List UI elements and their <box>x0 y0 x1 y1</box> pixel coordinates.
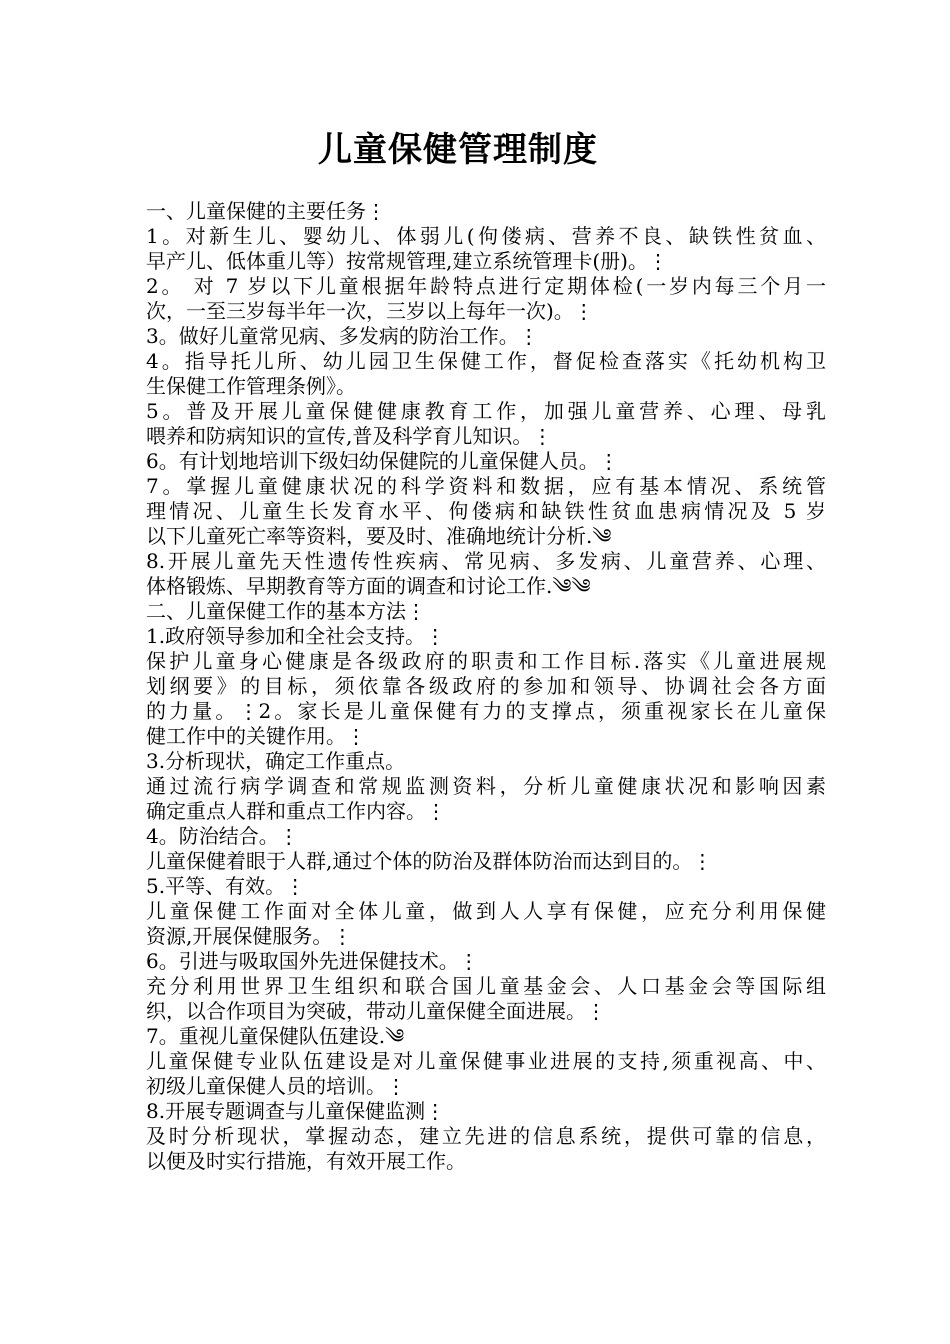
body-line: 儿童保健专业队伍建设是对儿童保健事业进展的支持,须重视高、中、 <box>146 1049 826 1073</box>
body-line: 1。对新生儿、婴幼儿、体弱儿(佝偻病、营养不良、缺铁性贫血、 <box>146 224 826 248</box>
body-line: 儿童保健工作面对全体儿童，做到人人享有保健，应充分利用保健 <box>146 899 826 923</box>
body-line: 7。重视儿童保健队伍建设.༄ <box>146 1024 405 1048</box>
body-line: 以下儿童死亡率等资料，要及时、准确地统计分析.༄ <box>146 524 612 548</box>
document-title: 儿童保健管理制度 <box>318 130 598 170</box>
body-line: 2。 对 7 岁以下儿童根据年龄特点进行定期体检(一岁内每三个月一 <box>146 274 826 298</box>
section-heading: 一、儿童保健的主要任务⋮ <box>146 199 386 223</box>
body-line: 织，以合作项目为突破，带动儿童保健全面进展。⋮ <box>146 999 606 1023</box>
body-line: 以便及时实行措施，有效开展工作。 <box>146 1149 466 1173</box>
body-line: 充分利用世界卫生组织和联合国儿童基金会、人口基金会等国际组 <box>146 974 826 998</box>
body-line: 喂养和防病知识的宣传,普及科学育儿知识。⋮ <box>146 424 553 448</box>
body-line: 资源,开展保健服务。⋮ <box>146 924 353 948</box>
body-line: 5.平等、有效。⋮ <box>146 874 306 898</box>
body-line: 保护儿童身心健康是各级政府的职责和工作目标.落实《儿童进展规 <box>146 649 826 673</box>
body-line: 确定重点人群和重点工作内容。⋮ <box>146 799 446 823</box>
body-line: 4。指导托儿所、幼儿园卫生保健工作，督促检查落实《托幼机构卫 <box>146 349 826 373</box>
document-body <box>146 199 826 1174</box>
body-line: 3.分析现状，确定工作重点。 <box>146 749 406 773</box>
body-line: 4。防治结合。⋮ <box>146 824 299 848</box>
body-line: 的力量。⋮2。家长是儿童保健有力的支撑点，须重视家长在儿童保 <box>146 699 826 723</box>
body-line: 及时分析现状，掌握动态，建立先进的信息系统，提供可靠的信息， <box>146 1124 826 1148</box>
body-line: 次，一至三岁每半年一次，三岁以上每年一次)。⋮ <box>146 299 594 323</box>
body-line: 6。有计划地培训下级妇幼保健院的儿童保健人员。⋮ <box>146 449 619 473</box>
body-line: 8.开展专题调查与儿童保健监测⋮ <box>146 1099 446 1123</box>
body-line: 初级儿童保健人员的培训。⋮ <box>146 1074 406 1098</box>
body-line: 8.开展儿童先天性遗传性疾病、常见病、多发病、儿童营养、心理、 <box>146 549 826 573</box>
body-line: 健工作中的关键作用。⋮ <box>146 724 366 748</box>
body-line: 7。掌握儿童健康状况的科学资料和数据，应有基本情况、系统管 <box>146 474 826 498</box>
body-line: 早产儿、低体重儿等）按常规管理,建立系统管理卡(册)。⋮ <box>146 249 668 273</box>
body-line: 6。引进与吸取国外先进保健技术。⋮ <box>146 949 479 973</box>
section-heading: 二、儿童保健工作的基本方法⋮ <box>146 599 426 623</box>
body-line: 理情况、儿童生长发育水平、佝偻病和缺铁性贫血患病情况及 5 岁 <box>146 499 826 523</box>
body-line: 体格锻炼、早期教育等方面的调查和讨论工作.༄༄ <box>146 574 591 598</box>
body-line: 3。做好儿童常见病、多发病的防治工作。⋮ <box>146 324 539 348</box>
body-line: 儿童保健着眼于人群,通过个体的防治及群体防治而达到目的。⋮ <box>146 849 713 873</box>
body-line: 1.政府领导参加和全社会支持。⋮ <box>146 624 446 648</box>
body-line: 生保健工作管理条例》。 <box>146 374 356 398</box>
body-line: 划纲要》的目标，须依靠各级政府的参加和领导、协调社会各方面 <box>146 674 826 698</box>
body-line: 5。普及开展儿童保健健康教育工作，加强儿童营养、心理、母乳 <box>146 399 826 423</box>
body-line: 通过流行病学调查和常规监测资料，分析儿童健康状况和影响因素 <box>146 774 826 798</box>
